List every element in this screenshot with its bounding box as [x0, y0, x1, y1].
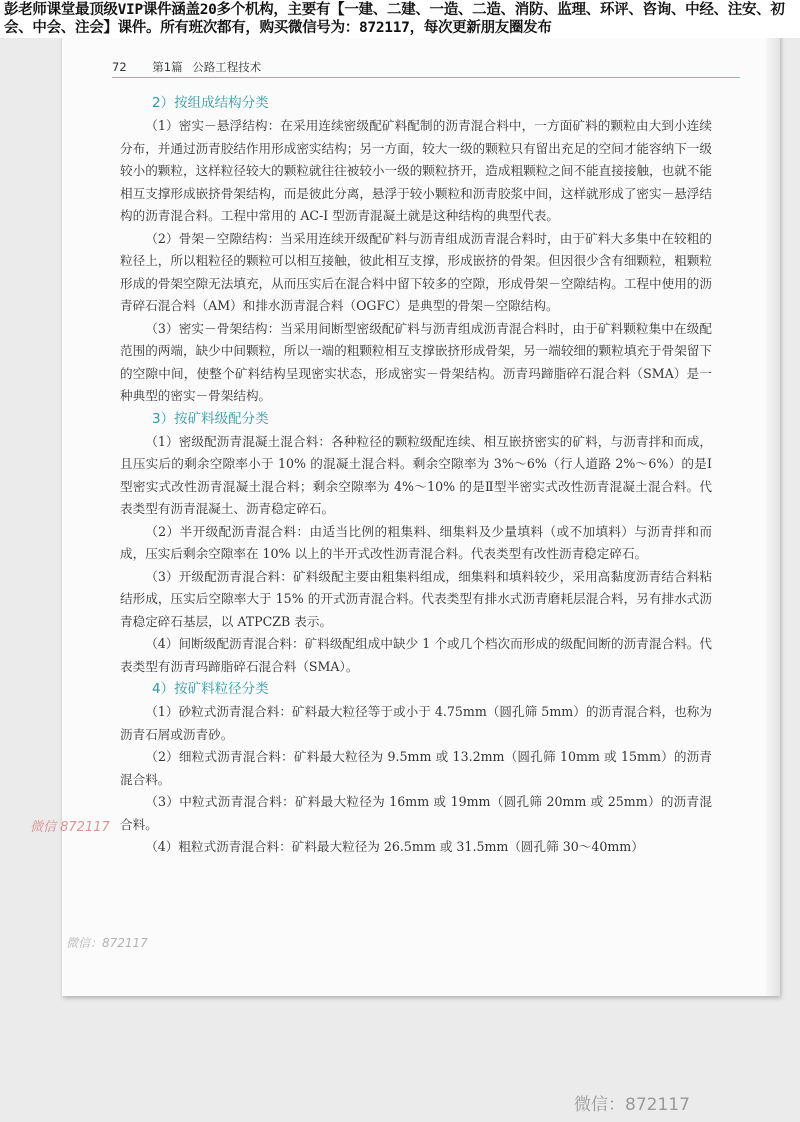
watermark-gray: 微信：872117: [66, 936, 148, 950]
footer-watermark: 微信：872117: [574, 1095, 690, 1115]
paragraph: （1）密级配沥青混凝土混合料：各种粒径的颗粒级配连续、相互嵌挤密实的矿料，与沥青拌和而成，且压实后的剩余空隙率小于 10% 的混凝土混合料。剩余空隙率为 3%～6%（行人道路 2%～6%）的是Ⅰ型密实式改性沥青混凝土混合料；剩余空隙率为 4%～10% 的是Ⅱ型半密实式改性沥青混凝土混合料。代表类型有沥青混凝土、沥青稳定碎石。: [120, 433, 712, 516]
part-label: 第1篇: [152, 60, 183, 74]
document-page: [62, 26, 780, 996]
paragraph: （1）密实－悬浮结构：在采用连续密级配矿料配制的沥青混合料中，一方面矿料的颗粒由大到小连续分布，并通过沥青胶结作用形成密实结构；另一方面，较大一级的颗粒只有留出充足的空间才能容纳下一级较小的颗粒，这样粒径较大的颗粒就往往被较小一级的颗粒挤开，造成粗颗粒之间不能直接接触，也就不能相互支撑形成嵌挤骨架结构，而是彼此分离，悬浮于较小颗粒和沥青胶浆中间，这样就形成了密实－悬浮结构的沥青混合料。工程中常用的 AC-I 型沥青混凝土就是这种结构的典型代表。: [120, 118, 712, 223]
promo-banner-text: 彭老师课堂最顶级VIP课件涵盖20多个机构，主要有【一建、二建、一造、二造、消防、监理、环评、咨询、中经、注安、初会、中会、注会】课件。所有班次都有，购买微信号为：872117，每次更新朋友圈发布: [4, 2, 785, 36]
paragraph: （4）间断级配沥青混合料：矿料级配组成中缺少 1 个或几个档次而形成的级配间断的沥青混合料。代表类型有沥青玛蹄脂碎石混合料（SMA）。: [120, 636, 712, 674]
promo-banner: [0, 0, 800, 38]
section-heading: 4）按矿料粒径分类: [152, 681, 269, 697]
watermark-red: 微信 872117: [30, 820, 110, 835]
section-heading: 3）按矿料级配分类: [152, 410, 269, 427]
running-header: [112, 59, 740, 78]
paragraph: （2）半开级配沥青混合料：由适当比例的粗集料、细集料及少量填料（或不加填料）与沥青拌和而成，压实后剩余空隙率在 10% 以上的半开式改性沥青混合料。代表类型有改性沥青稳定碎石。: [120, 523, 712, 561]
paragraph: （3）开级配沥青混合料：矿料级配主要由粗集料组成，细集料和填料较少，采用高黏度沥青结合料粘结形成，压实后空隙率大于 15% 的开式沥青混合料。代表类型有排水式沥青磨耗层混合料，另有排水式沥青稳定碎石基层，以 ATPCZB 表示。: [120, 568, 712, 629]
part-title: 公路工程技术: [192, 60, 262, 74]
page-number: 72: [112, 60, 127, 74]
paragraph: （3）密实－骨架结构：当采用间断型密级配矿料与沥青组成沥青混合料时，由于矿料颗粒集中在级配范围的两端，缺少中间颗粒，所以一端的粗颗粒相互支撑嵌挤形成骨架，另一端较细的颗粒填充于骨架留下的空隙中间，使整个矿料结构呈现密实状态，形成密实－骨架结构。沥青玛蹄脂碎石混合料（SMA）是一种典型的密实－骨架结构。: [120, 320, 712, 403]
paragraph: （2）骨架－空隙结构：当采用连续开级配矿料与沥青组成沥青混合料时，由于矿料大多集中在较粗的粒径上，所以粗粒径的颗粒可以相互接触，彼此相互支撑，形成嵌挤的骨架。但因很少含有细颗粒，粗颗粒形成的骨架空隙无法填充，从而压实后在混合料中留下较多的空隙，形成骨架－空隙结构。工程中使用的沥青碎石混合料（AM）和排水沥青混合料（OGFC）是典型的骨架－空隙结构。: [120, 230, 712, 313]
page-body: [120, 92, 712, 859]
section-heading: 2）按组成结构分类: [152, 95, 269, 111]
paragraph: （4）粗粒式沥青混合料：矿料最大粒径为 26.5mm 或 31.5mm（圆孔筛 30～40mm）: [145, 839, 644, 854]
paragraph: （3）中粒式沥青混合料：矿料最大粒径为 16mm 或 19mm（圆孔筛 20mm 或 25mm）的沥青混合料。: [120, 794, 712, 832]
page-spine-shadow: [766, 26, 780, 996]
paragraph: （2）细粒式沥青混合料：矿料最大粒径为 9.5mm 或 13.2mm（圆孔筛 10mm 或 15mm）的沥青混合料。: [120, 749, 712, 787]
paragraph: （1）砂粒式沥青混合料：矿料最大粒径等于或小于 4.75mm（圆孔筛 5mm）的沥青混合料，也称为沥青石屑或沥青砂。: [120, 704, 712, 742]
